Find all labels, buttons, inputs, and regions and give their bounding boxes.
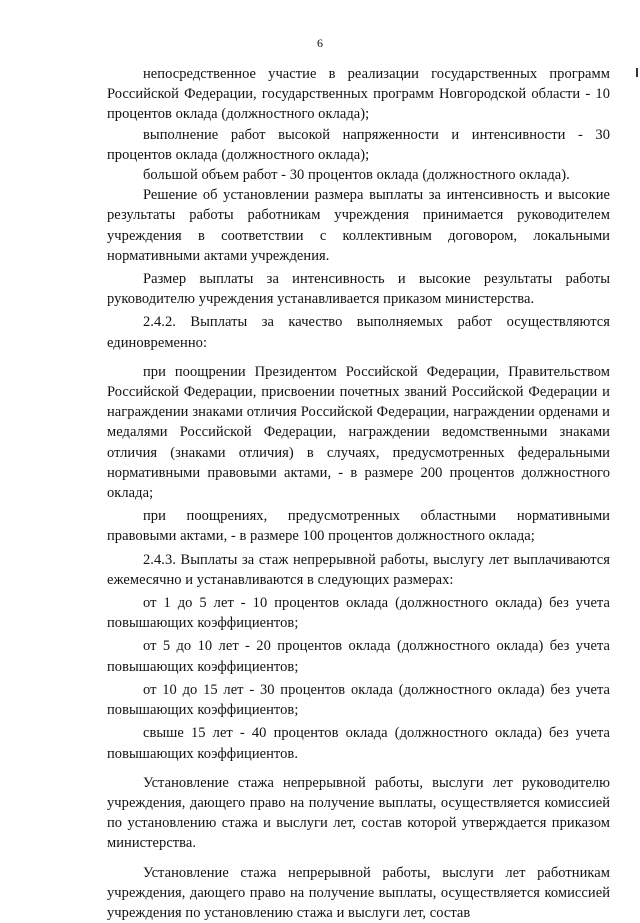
- paragraph-federal-awards: при поощрении Президентом Российской Федерации, Правительством Российской Федерации, присвоении почетных званий Российской Федерации и награждении знаками отличия Российской Федерации, награждении орденами и медалями Российской Федерации, награждении ведомственными знаками отличия (знаками отличия) в случаях, предусмотренных федеральными нормативными правовыми актами, - в размере 200 процентов должностного оклада;: [107, 363, 610, 502]
- paragraph-high-intensity: выполнение работ высокой напряженности и интенсивности - 30 процентов оклада (должностного оклада);: [107, 126, 610, 163]
- paragraph-tenure-1-5: от 1 до 5 лет - 10 процентов оклада (должностного оклада) без учета повышающих коэффициентов;: [107, 595, 610, 632]
- paragraph-program-participation: непосредственное участие в реализации государственных программ Российской Федерации, государственных программ Новгородской области - 10 процентов оклада (должностного оклада);: [107, 66, 610, 123]
- paragraph-head-payment: Размер выплаты за интенсивность и высокие результаты работы руководителю учреждения устанавливается приказом министерства.: [107, 271, 610, 308]
- paragraph-section-2-4-3: 2.4.3. Выплаты за стаж непрерывной работы, выслугу лет выплачиваются ежемесячно и устанавливаются в следующих размерах:: [107, 551, 610, 588]
- page-number: 6: [317, 36, 323, 50]
- scan-edge-mark: [636, 68, 638, 77]
- paragraph-head-tenure-commission: Установление стажа непрерывной работы, выслуги лет руководителю учреждения, дающего право на получение выплаты, осуществляется комиссией по установлению стажа и выслуги лет, состав которой утверждается приказом министерства.: [107, 774, 610, 852]
- paragraph-employee-decision: Решение об установлении размера выплаты за интенсивность и высокие результаты работы работникам учреждения принимается руководителем учреждения в соответствии с коллективным договором, локальными нормативными актами учреждения.: [107, 187, 610, 264]
- paragraph-tenure-10-15: от 10 до 15 лет - 30 процентов оклада (должностного оклада) без учета повышающих коэффициентов;: [107, 681, 610, 719]
- paragraph-large-volume: большой объем работ - 30 процентов оклада (должностного оклада).: [143, 167, 570, 184]
- paragraph-tenure-5-10: от 5 до 10 лет - 20 процентов оклада (должностного оклада) без учета повышающих коэффициентов;: [107, 638, 610, 675]
- paragraph-section-2-4-2: 2.4.2. Выплаты за качество выполняемых работ осуществляются единовременно:: [107, 314, 610, 351]
- paragraph-employee-tenure-commission: Установление стажа непрерывной работы, выслуги лет работникам учреждения, дающего право на получение выплаты, осуществляется комиссией учреждения по установлению стажа и выслуги лет, состав: [107, 864, 610, 921]
- document-body: [107, 64, 610, 923]
- paragraph-regional-awards: при поощрениях, предусмотренных областными нормативными правовыми актами, - в размере 100 процентов должностного оклада;: [107, 508, 610, 545]
- paragraph-tenure-over-15: свыше 15 лет - 40 процентов оклада (должностного оклада) без учета повышающих коэффициентов.: [107, 725, 610, 762]
